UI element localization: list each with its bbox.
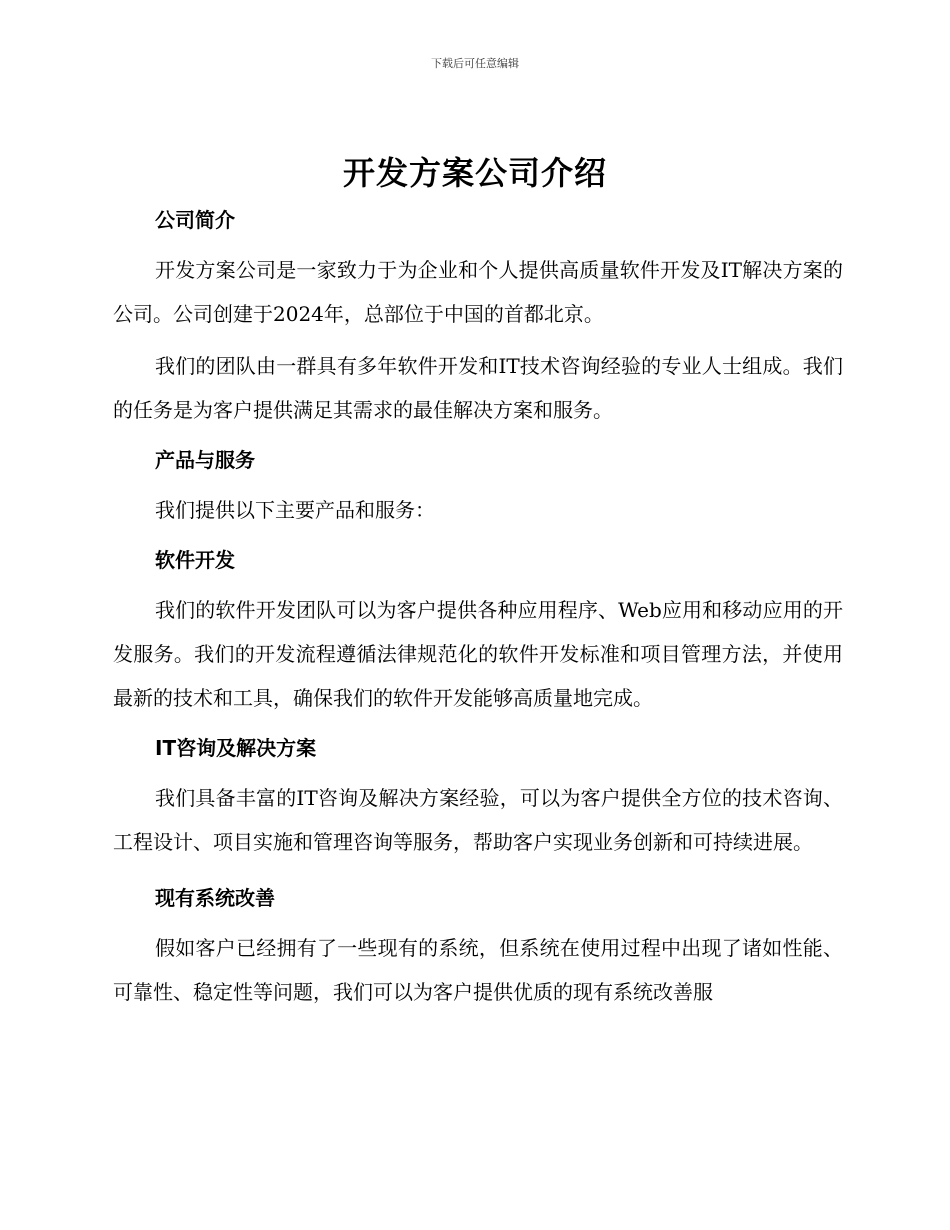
section-heading-intro: 公司简介 (155, 208, 235, 232)
paragraph-improve-1: 假如客户已经拥有了一些现有的系统，但系统在使用过程中出现了诸如性能、可靠性、稳定性等问题，我们可以为客户提供优质的现有系统改善服 (113, 936, 843, 1004)
paragraph-intro-1: 开发方案公司是一家致力于为企业和个人提供高质量软件开发及IT解决方案的公司。公司创建于2024年，总部位于中国的首都北京。 (113, 258, 843, 326)
document-body (113, 200, 843, 1014)
section-heading-it: IT咨询及解决方案 (155, 736, 317, 760)
section-heading-products: 产品与服务 (155, 448, 255, 472)
section-heading-improve: 现有系统改善 (155, 886, 275, 910)
paragraph-products-1: 我们提供以下主要产品和服务： (155, 498, 435, 522)
page-title: 开发方案公司介绍 (342, 154, 607, 192)
paragraph-intro-2: 我们的团队由一群具有多年软件开发和IT技术咨询经验的专业人士组成。我们的任务是为客户提供满足其需求的最佳解决方案和服务。 (113, 354, 843, 422)
section-heading-software: 软件开发 (155, 548, 235, 572)
header-note: 下载后可任意编辑 (431, 57, 519, 70)
paragraph-software-1: 我们的软件开发团队可以为客户提供各种应用程序、Web应用和移动应用的开发服务。我们的开发流程遵循法律规范化的软件开发标准和项目管理方法，并使用最新的技术和工具，确保我们的软件开发能够高质量地完成。 (113, 598, 843, 710)
paragraph-it-1: 我们具备丰富的IT咨询及解决方案经验，可以为客户提供全方位的技术咨询、工程设计、项目实施和管理咨询等服务，帮助客户实现业务创新和可持续进展。 (113, 786, 843, 854)
